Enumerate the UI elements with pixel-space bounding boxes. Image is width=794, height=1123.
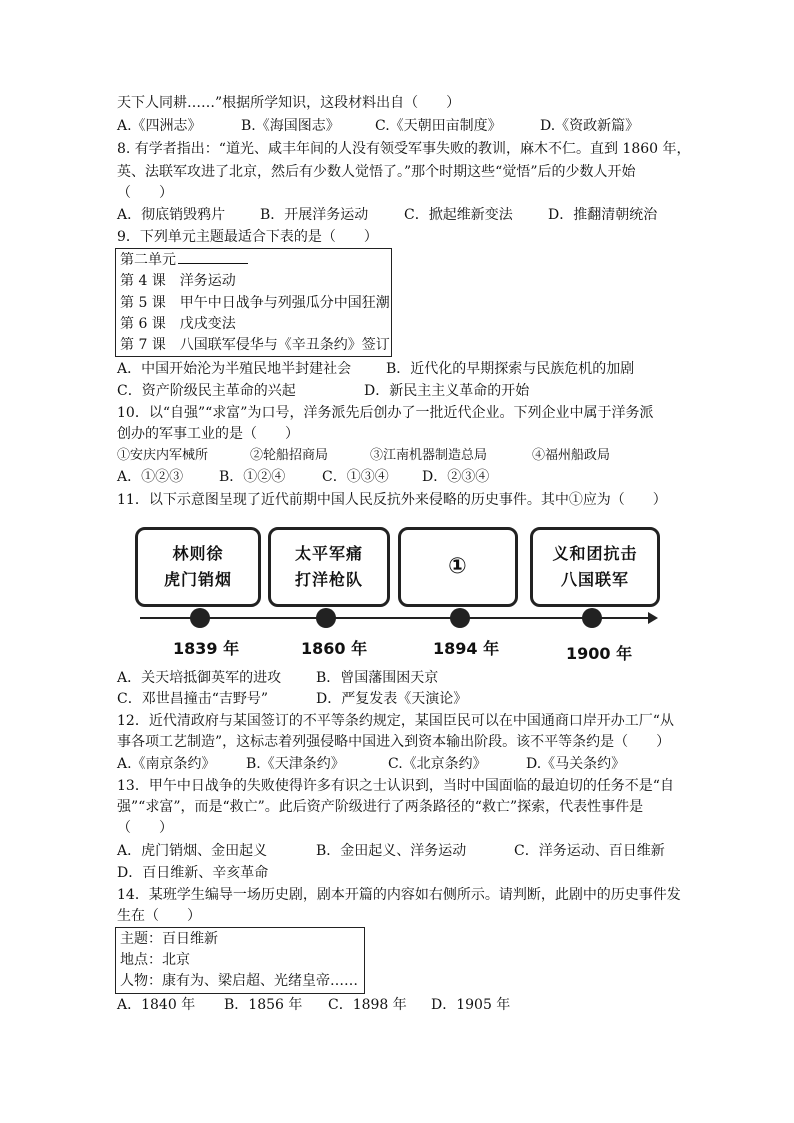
q14-script-box xyxy=(115,927,365,994)
q14-option-a: A．1840 年 xyxy=(117,997,196,1013)
timeline-dot xyxy=(450,608,470,628)
q10-option-d: D．②③④ xyxy=(422,469,490,485)
q9-unit-row: 第 4 课 洋务运动 xyxy=(120,273,236,289)
q9-unit-row: 第 6 课 戊戌变法 xyxy=(120,316,236,332)
q10-stem-line1: 10．以“自强”“求富”为口号，洋务派先后创办了一批近代企业。下列企业中属于洋务派 xyxy=(117,405,654,421)
q14-option-c: C．1898 年 xyxy=(328,997,407,1013)
q8-option-a: A．彻底销毁鸦片 xyxy=(117,207,226,223)
q10-option-b: B．①②④ xyxy=(219,469,286,485)
q14-stem-line1: 14．某班学生编导一场历史剧，剧本开篇的内容如右侧所示。请判断，此剧中的历史事件发 xyxy=(117,887,681,903)
q8-option-c: C．掀起维新变法 xyxy=(404,207,513,223)
timeline-year: 1839 年 xyxy=(173,639,240,658)
q14-option-d: D．1905 年 xyxy=(431,997,511,1013)
q7-option-c: C.《天朝田亩制度》 xyxy=(375,118,502,134)
q11-option-a: A．关天培抵御英军的进攻 xyxy=(117,670,282,686)
script-location: 地点：北京 xyxy=(120,952,190,968)
q12-option-a: A.《南京条约》 xyxy=(117,756,216,772)
q9-option-b: B．近代化的早期探索与民族危机的加剧 xyxy=(386,361,635,377)
q9-unit-title: 第二单元 xyxy=(120,250,248,270)
q7-option-a: A.《四洲志》 xyxy=(117,118,202,134)
q12-stem-line1: 12．近代清政府与某国签订的不平等条约规定，某国臣民可以在中国通商口岸开办工厂“从 xyxy=(117,713,674,729)
q11-option-c: C．邓世昌撞击“吉野号” xyxy=(117,691,269,707)
q11-option-d: D．严复发表《天演论》 xyxy=(316,691,468,707)
q10-option-a: A．①②③ xyxy=(117,469,184,485)
timeline-dot xyxy=(190,608,210,628)
q12-option-c: C.《北京条约》 xyxy=(388,756,487,772)
q11-option-b: B．曾国藩围困天京 xyxy=(316,670,439,686)
timeline-dot xyxy=(582,608,602,628)
q8-stem-line2: 英、法联军攻进了北京，然后有少数人觉悟了。”那个时期这些“觉悟”后的少数人开始 xyxy=(117,164,636,180)
q10-item-1: ①安庆内军械所 xyxy=(117,448,209,463)
q9-stem: 9．下列单元主题最适合下表的是（ ） xyxy=(117,229,378,245)
q7-option-d: D.《资政新篇》 xyxy=(540,118,640,134)
q9-option-a: A．中国开始沦为半殖民地半封建社会 xyxy=(117,361,352,377)
q7-option-b: B.《海国图志》 xyxy=(241,118,340,134)
q8-option-b: B．开展洋务运动 xyxy=(260,207,369,223)
q9-unit-row: 第 7 课 八国联军侵华与《辛丑条约》签订 xyxy=(120,337,390,353)
timeline-card: 林则徐 虎门销烟 xyxy=(135,527,261,607)
q13-option-b: B．金田起义、洋务运动 xyxy=(316,843,467,859)
timeline-dot xyxy=(316,608,336,628)
q13-stem-line1: 13．甲午中日战争的失败使得许多有识之士认识到，当时中国面临的最迫切的任务不是“自 xyxy=(117,778,674,794)
q12-stem-line2: 事各项工艺制造”，这标志着列强侵略中国进入到资本输出阶段。该不平等条约是（ ） xyxy=(117,734,671,750)
timeline-year: 1860 年 xyxy=(301,639,368,658)
timeline-axis xyxy=(140,617,650,619)
q9-option-c: C．资产阶级民主革命的兴起 xyxy=(117,383,296,399)
timeline-card: 太平军痛 打洋枪队 xyxy=(268,527,390,607)
q10-item-4: ④福州船政局 xyxy=(532,448,611,463)
q10-stem-line2: 创办的军事工业的是（ ） xyxy=(117,426,299,442)
script-characters: 人物：康有为、梁启超、光绪皇帝…… xyxy=(120,973,358,989)
q14-option-b: B．1856 年 xyxy=(224,997,303,1013)
q8-option-d: D．推翻清朝统治 xyxy=(548,207,658,223)
q10-item-2: ②轮船招商局 xyxy=(250,448,329,463)
q14-stem-line2: 生在（ ） xyxy=(117,908,201,924)
q10-option-c: C．①③④ xyxy=(322,469,389,485)
timeline-card: 义和团抗击 八国联军 xyxy=(530,527,660,607)
script-topic: 主题：百日维新 xyxy=(120,931,218,947)
q13-option-c: C．洋务运动、百日维新 xyxy=(514,843,665,859)
timeline-arrow-icon xyxy=(648,612,658,624)
q12-option-b: B.《天津条约》 xyxy=(246,756,345,772)
q10-item-3: ③江南机器制造总局 xyxy=(370,448,488,463)
q13-stem-line3: （ ） xyxy=(117,820,173,836)
timeline-year: 1894 年 xyxy=(433,639,500,658)
q13-option-d: D．百日维新、辛亥革命 xyxy=(117,865,269,881)
timeline-card-blank: ① xyxy=(398,527,518,607)
q7-stem: 天下人同耕……”根据所学知识，这段材料出自（ ） xyxy=(117,95,461,111)
q12-option-d: D.《马关条约》 xyxy=(526,756,626,772)
q9-unit-table xyxy=(115,248,392,357)
q8-stem-line3: （ ） xyxy=(117,185,173,201)
q13-stem-line2: 强”“求富”，而是“救亡”。此后资产阶级进行了两条路径的“救亡”探索，代表性事件是 xyxy=(117,799,644,815)
q9-unit-row: 第 5 课 甲午中日战争与列强瓜分中国狂潮 xyxy=(120,295,390,311)
q9-option-d: D．新民主主义革命的开始 xyxy=(364,383,530,399)
q13-option-a: A．虎门销烟、金田起义 xyxy=(117,843,268,859)
q11-stem: 11．以下示意图呈现了近代前期中国人民反抗外来侵略的历史事件。其中①应为（ ） xyxy=(117,492,667,508)
q8-stem-line1: 8. 有学者指出：“道光、咸丰年间的人没有领受军事失败的教训，麻木不仁。直到 1860 年， xyxy=(117,141,691,157)
timeline-year: 1900 年 xyxy=(566,644,633,663)
